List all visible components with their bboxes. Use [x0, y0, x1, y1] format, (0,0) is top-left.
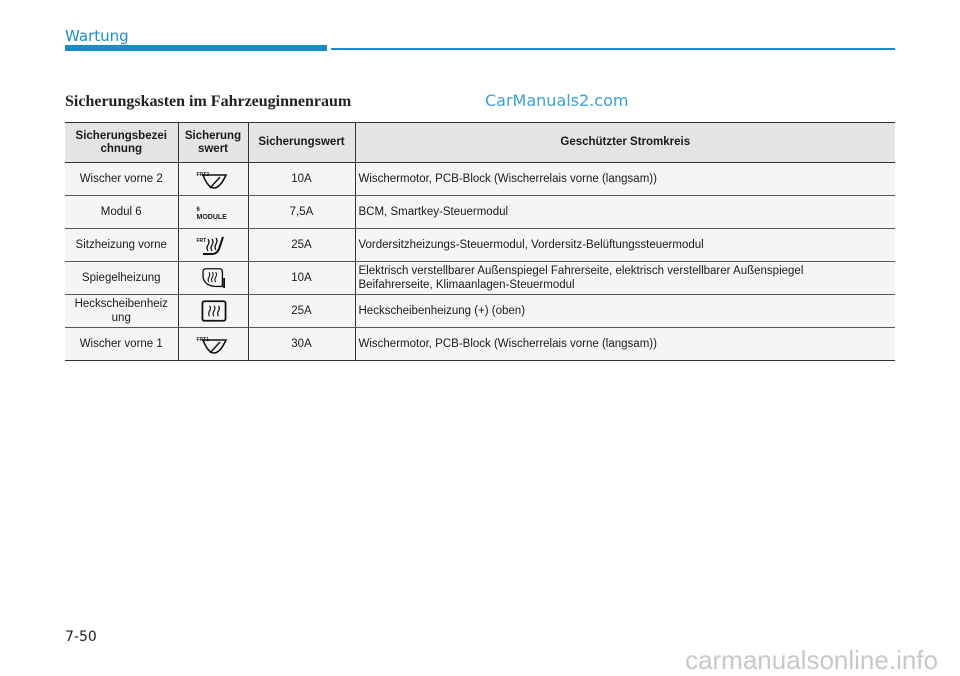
- seat-heater-icon: [179, 229, 249, 261]
- fuse-rating: 7,5A: [248, 196, 355, 229]
- fuse-circuit: Heckscheibenheizung (+) (oben): [355, 295, 895, 328]
- wiper-icon: [179, 328, 249, 360]
- table-row: [65, 328, 895, 361]
- col-header-fuse-symbol: Sicherung swert: [178, 123, 248, 163]
- fuse-symbol: FRT: [178, 229, 248, 262]
- page-heading: Sicherungskasten im Fahrzeuginnenraum: [65, 93, 352, 110]
- mirror-heater-icon: [179, 262, 249, 294]
- fuse-table: [65, 122, 895, 361]
- fuse-circuit: Wischermotor, PCB-Block (Wischerrelais vorne (langsam)): [355, 328, 895, 361]
- module-number: 6: [196, 207, 200, 213]
- table-row: [65, 262, 895, 295]
- fuse-name: Sitzheizung vorne: [65, 229, 178, 262]
- fuse-symbol: [178, 196, 248, 229]
- fuse-name: Spiegelheizung: [65, 262, 178, 295]
- table-row: [65, 196, 895, 229]
- table-row: [65, 295, 895, 328]
- fuse-rating: 25A: [248, 295, 355, 328]
- fuse-name: Wischer vorne 1: [65, 328, 178, 361]
- section-title: Wartung: [65, 27, 129, 45]
- fuse-circuit: BCM, Smartkey-Steuermodul: [355, 196, 895, 229]
- fuse-rating: 10A: [248, 262, 355, 295]
- page-number: 7-50: [65, 629, 97, 645]
- fuse-rating: 25A: [248, 229, 355, 262]
- fuse-circuit: Elektrisch verstellbarer Außenspiegel Fahrerseite, elektrisch verstellbarer Außenspiegel Beifahrerseite, Klimaanlagen-Steuermodul: [355, 262, 895, 295]
- fuse-name: Modul 6: [65, 196, 178, 229]
- col-header-fuse-rating: Sicherungswert: [248, 123, 355, 163]
- rear-defroster-icon: [179, 295, 249, 327]
- fuse-circuit: Vordersitzheizungs-Steuermodul, Vordersitz-Belüftungssteuermodul: [355, 229, 895, 262]
- table-header-row: [65, 123, 895, 163]
- fuse-name: Wischer vorne 2: [65, 163, 178, 196]
- fuse-symbol: FRT2: [178, 163, 248, 196]
- fuse-rating: 10A: [248, 163, 355, 196]
- watermark-link[interactable]: CarManuals2.com: [485, 91, 629, 110]
- col-header-circuit: Geschützter Stromkreis: [355, 123, 895, 163]
- fuse-symbol: [178, 295, 248, 328]
- wiper-icon: [179, 163, 249, 195]
- header-accent-bar: [65, 45, 327, 51]
- module-label: MODULE: [196, 214, 227, 221]
- fuse-rating: 30A: [248, 328, 355, 361]
- col-header-fuse-name: Sicherungsbezei chnung: [65, 123, 178, 163]
- fuse-symbol: [178, 262, 248, 295]
- header-rule: [331, 48, 895, 50]
- table-row: [65, 229, 895, 262]
- footer-watermark: carmanualsonline.info: [685, 645, 938, 675]
- fuse-circuit: Wischermotor, PCB-Block (Wischerrelais vorne (langsam)): [355, 163, 895, 196]
- table-row: [65, 163, 895, 196]
- fuse-symbol: FRT1: [178, 328, 248, 361]
- fuse-name: Heckscheibenheiz ung: [65, 295, 178, 328]
